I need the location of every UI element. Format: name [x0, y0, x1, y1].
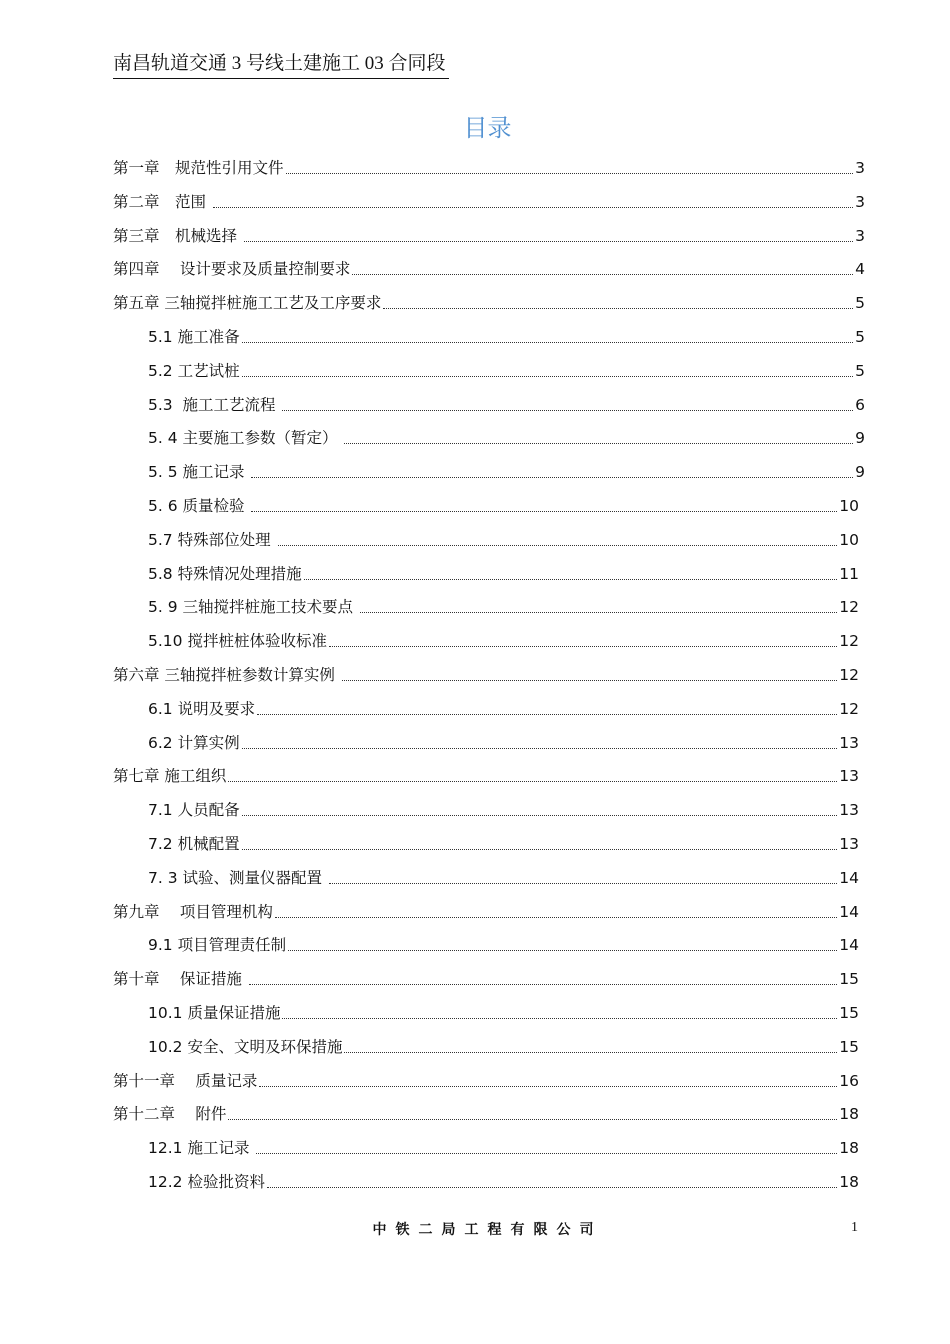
toc-dot-leader: [228, 1118, 837, 1120]
toc-entry-label: 第二章 范围: [113, 192, 211, 211]
toc-entry-page: 5: [855, 328, 865, 346]
toc-entry-page: 15: [839, 1037, 859, 1056]
toc-dot-leader: [242, 814, 838, 816]
toc-entry[interactable]: [113, 663, 859, 685]
toc-entry-page: 15: [839, 970, 859, 989]
toc-entry-label: 12.2 检验批资料: [148, 1173, 265, 1191]
toc-entry-label: 第四章 设计要求及质量控制要求: [113, 260, 351, 279]
toc-entry-label: 12.1 施工记录: [148, 1139, 255, 1158]
toc-entry[interactable]: [148, 359, 865, 381]
running-header: 南昌轨道交通 3 号线土建施工 03 合同段: [113, 52, 449, 79]
toc-entry-page: 18: [839, 1173, 859, 1191]
toc-entry[interactable]: [113, 900, 859, 922]
toc-entry-page: 3: [855, 192, 865, 211]
toc-entry-page: 11: [839, 564, 859, 583]
toc-entry-page: 4: [855, 260, 865, 279]
toc-dot-leader: [278, 544, 838, 546]
toc-entry[interactable]: [113, 291, 865, 313]
toc-entry-label: 7.2 机械配置: [148, 835, 240, 853]
toc-title: 目录: [463, 114, 512, 142]
toc-entry-page: 12: [839, 598, 859, 617]
toc-entry-page: 14: [839, 936, 859, 955]
toc-entry[interactable]: [148, 562, 859, 584]
toc-dot-leader: [242, 848, 838, 850]
toc-entry-label: 6.1 说明及要求: [148, 699, 256, 718]
toc-entry[interactable]: [113, 156, 865, 178]
toc-entry-label: 第九章 项目管理机构: [113, 902, 273, 921]
toc-dot-leader: [213, 206, 853, 208]
toc-entry[interactable]: [148, 798, 859, 820]
toc-dot-leader: [249, 983, 837, 985]
toc-dot-leader: [275, 916, 837, 918]
toc-entry-page: 10: [839, 530, 859, 549]
toc-dot-leader: [242, 375, 854, 377]
toc-entry[interactable]: [148, 494, 859, 516]
toc-entry-page: 9: [855, 429, 865, 448]
toc-entry-label: 第十二章 附件: [113, 1105, 227, 1124]
toc-entry-page: 6: [855, 395, 865, 414]
toc-entry-page: 15: [839, 1004, 859, 1022]
toc-dot-leader: [288, 949, 837, 951]
toc-dot-leader: [242, 747, 838, 749]
toc-entry-label: 6.2 计算实例: [148, 733, 240, 752]
toc-entry-label: 第三章 机械选择: [113, 226, 242, 245]
toc-entry[interactable]: [148, 1170, 859, 1192]
toc-dot-leader: [383, 307, 853, 309]
toc-entry-label: 9.1 项目管理责任制: [148, 936, 287, 955]
toc-entry-label: 5. 4 主要施工参数（暂定）: [148, 429, 343, 448]
toc-dot-leader: [344, 1051, 837, 1053]
toc-entry-page: 12: [839, 699, 859, 718]
toc-entry-page: 5: [855, 294, 865, 313]
toc-dot-leader: [329, 882, 837, 884]
toc-dot-leader: [304, 578, 838, 580]
toc-entry[interactable]: [113, 224, 865, 246]
toc-dot-leader: [251, 476, 853, 478]
toc-dot-leader: [259, 1085, 837, 1087]
toc-entry-page: 3: [855, 159, 865, 177]
toc-entry-page: 18: [839, 1139, 859, 1158]
toc-entry-label: 5. 9 三轴搅拌桩施工技术要点: [148, 598, 358, 617]
toc-dot-leader: [242, 341, 854, 343]
toc-entry-label: 5.2 工艺试桩: [148, 361, 240, 380]
toc-dot-leader: [344, 442, 853, 444]
toc-entry[interactable]: [148, 1136, 859, 1158]
toc-entry[interactable]: [113, 967, 859, 989]
toc-dot-leader: [352, 273, 853, 275]
toc-dot-leader: [257, 713, 837, 715]
toc-entry[interactable]: [148, 629, 859, 651]
toc-entry-page: 5: [855, 361, 865, 380]
toc-entry[interactable]: [148, 832, 859, 854]
toc-entry-label: 7. 3 试验、测量仪器配置: [148, 868, 327, 887]
toc-entry[interactable]: [113, 1069, 859, 1091]
toc-dot-leader: [282, 1017, 837, 1019]
toc-entry[interactable]: [148, 933, 859, 955]
toc-entry-label: 5.8 特殊情况处理措施: [148, 564, 302, 583]
toc-entry-label: 5. 5 施工记录: [148, 463, 250, 482]
toc-entry-label: 第六章 三轴搅拌桩参数计算实例: [113, 666, 340, 684]
toc-entry[interactable]: [113, 190, 865, 212]
toc-entry-label: 第十一章 质量记录: [113, 1071, 258, 1090]
toc-entry[interactable]: [148, 325, 865, 347]
toc-entry[interactable]: [148, 393, 865, 415]
toc-dot-leader: [360, 611, 837, 613]
toc-entry[interactable]: [113, 1102, 859, 1124]
toc-dot-leader: [256, 1152, 837, 1154]
toc-entry-label: 第七章 施工组织: [113, 767, 227, 786]
toc-entry-page: 16: [839, 1071, 859, 1090]
toc-entry-page: 14: [839, 902, 859, 921]
toc-entry-page: 13: [839, 733, 859, 752]
footer-company: 中铁二局工程有限公司: [372, 1222, 603, 1238]
toc-entry-label: 第十章 保证措施: [113, 970, 247, 989]
toc-dot-leader: [244, 240, 853, 242]
toc-entry[interactable]: [148, 426, 865, 448]
toc-entry-label: 5. 6 质量检验: [148, 497, 250, 515]
toc-entry-label: 第五章 三轴搅拌桩施工工艺及工序要求: [113, 294, 382, 313]
toc-entry-label: 5.7 特殊部位处理: [148, 530, 276, 549]
toc-entry[interactable]: [148, 1001, 859, 1023]
toc-entry[interactable]: [148, 595, 859, 617]
toc-entry-page: 12: [839, 632, 859, 651]
toc-dot-leader: [282, 409, 853, 411]
toc-dot-leader: [329, 645, 837, 647]
toc-entry-page: 13: [839, 801, 859, 820]
toc-entry-page: 12: [839, 666, 859, 684]
toc-entry[interactable]: [148, 528, 859, 550]
toc-entry[interactable]: [148, 866, 859, 888]
toc-entry[interactable]: [148, 731, 859, 753]
toc-entry-label: 第一章 规范性引用文件: [113, 159, 284, 177]
toc-entry-page: 9: [855, 463, 865, 482]
toc-entry-label: 10.1 质量保证措施: [148, 1004, 281, 1022]
toc-entry[interactable]: [148, 1035, 859, 1057]
toc-dot-leader: [342, 679, 837, 681]
toc-entry[interactable]: [148, 460, 865, 482]
toc-entry-page: 3: [855, 226, 865, 245]
toc-dot-leader: [286, 172, 854, 174]
toc-entry-page: 18: [839, 1105, 859, 1124]
toc-entry-page: 14: [839, 868, 859, 887]
toc-entry-page: 10: [839, 497, 859, 515]
toc-entry[interactable]: [113, 764, 859, 786]
toc-entry[interactable]: [148, 697, 859, 719]
toc-entry-page: 13: [839, 767, 859, 786]
toc-dot-leader: [251, 510, 837, 512]
toc-dot-leader: [228, 780, 837, 782]
footer-page-number: 1: [851, 1220, 858, 1235]
toc-entry-label: 10.2 安全、文明及环保措施: [148, 1037, 343, 1056]
toc-entry[interactable]: [113, 257, 865, 279]
toc-dot-leader: [267, 1186, 837, 1188]
toc-entry-label: 5.10 搅拌桩桩体验收标准: [148, 632, 327, 651]
toc-entry-label: 5.1 施工准备: [148, 328, 240, 346]
toc-entry-label: 5.3 施工工艺流程: [148, 395, 281, 414]
toc-entry-page: 13: [839, 835, 859, 853]
toc-entry-label: 7.1 人员配备: [148, 801, 240, 820]
